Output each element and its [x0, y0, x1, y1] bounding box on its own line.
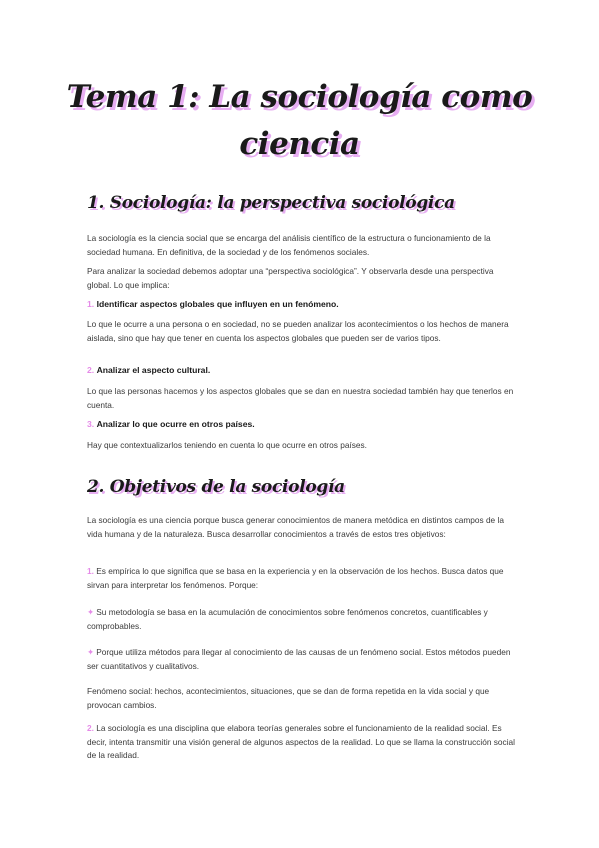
- item-1-number: 1.: [87, 299, 95, 309]
- document-title-line-2: ciencia: [239, 126, 360, 162]
- sparkle-icon: ✦: [87, 647, 94, 657]
- bullet-2: [87, 646, 519, 673]
- section-1-heading: 1. Sociología: la perspectiva sociológica: [87, 193, 455, 213]
- item-1-heading: [87, 298, 339, 311]
- item-1-title: Identificar aspectos globales que influyen en un fenómeno.: [96, 299, 339, 309]
- objective-2-number: 2.: [87, 723, 94, 733]
- objective-2-text: La sociología es una disciplina que elabora teorías generales sobre el funcionamiento de la realidad social. Es decir, intenta transmitir una visión general de algunos aspectos de la realidad. Lo que se llama la construcción social de la realidad.: [87, 723, 515, 760]
- item-3-heading: [87, 418, 255, 431]
- section-1-perspective: Para analizar la sociedad debemos adoptar una “perspectiva sociológica”. Y observarla desde una perspectiva global. Lo que implica:: [87, 266, 494, 290]
- section-1-intro: La sociología es la ciencia social que se encarga del análisis científico de la estructura o funcionamiento de la sociedad humana. En definitiva, de la sociedad y de los fenómenos sociales.: [87, 233, 491, 257]
- item-3-text: Hay que contextualizarlos teniendo en cuenta lo que ocurre en otros países.: [87, 440, 367, 450]
- item-3-number: 3.: [87, 419, 95, 429]
- item-2-number: 2.: [87, 365, 95, 375]
- item-2-heading: [87, 364, 210, 377]
- document-title-line-1: Tema 1: La sociología como: [66, 79, 533, 115]
- section-2-heading: 2. Objetivos de la sociología: [87, 477, 345, 497]
- item-2-text: Lo que las personas hacemos y los aspectos globales que se dan en nuestra sociedad también hay que tenerlos en cuenta.: [87, 386, 514, 410]
- bullet-1-text: Su metodología se basa en la acumulación de conocimientos sobre fenómenos concretos, cuantificables y comprobables.: [87, 607, 488, 631]
- sparkle-icon: ✦: [87, 607, 94, 617]
- section-2-intro: La sociología es una ciencia porque busca generar conocimientos de manera metódica en distintos campos de la vida humana y de la naturaleza. Busca desarrollar conocimientos a través de estos tres objetivos:: [87, 515, 504, 539]
- objective-1-number: 1.: [87, 566, 94, 576]
- objective-1-text: Es empírica lo que significa que se basa en la experiencia y en la observación de los hechos. Busca datos que sirvan para interpretar los fenómenos. Porque:: [87, 566, 504, 590]
- item-1-text: Lo que le ocurre a una persona o en sociedad, no se pueden analizar los acontecimientos o los hechos de manera aislada, sino que hay que tener en cuenta los aspectos globales que pueden ser de varios tipos.: [87, 319, 509, 343]
- item-2-title: Analizar el aspecto cultural.: [96, 365, 211, 375]
- bullet-1: [87, 606, 519, 633]
- social-phenomenon-definition: Fenómeno social: hechos, acontecimientos, situaciones, que se dan de forma repetida en la vida social y que provocan cambios.: [87, 686, 490, 710]
- bullet-2-text: Porque utiliza métodos para llegar al conocimiento de las causas de un fenómeno social. Estos métodos pueden ser cuantitativos y cualitativos.: [87, 647, 511, 671]
- objective-1: [87, 565, 519, 592]
- objective-2: [87, 722, 519, 763]
- item-3-title: Analizar lo que ocurre en otros países.: [96, 419, 255, 429]
